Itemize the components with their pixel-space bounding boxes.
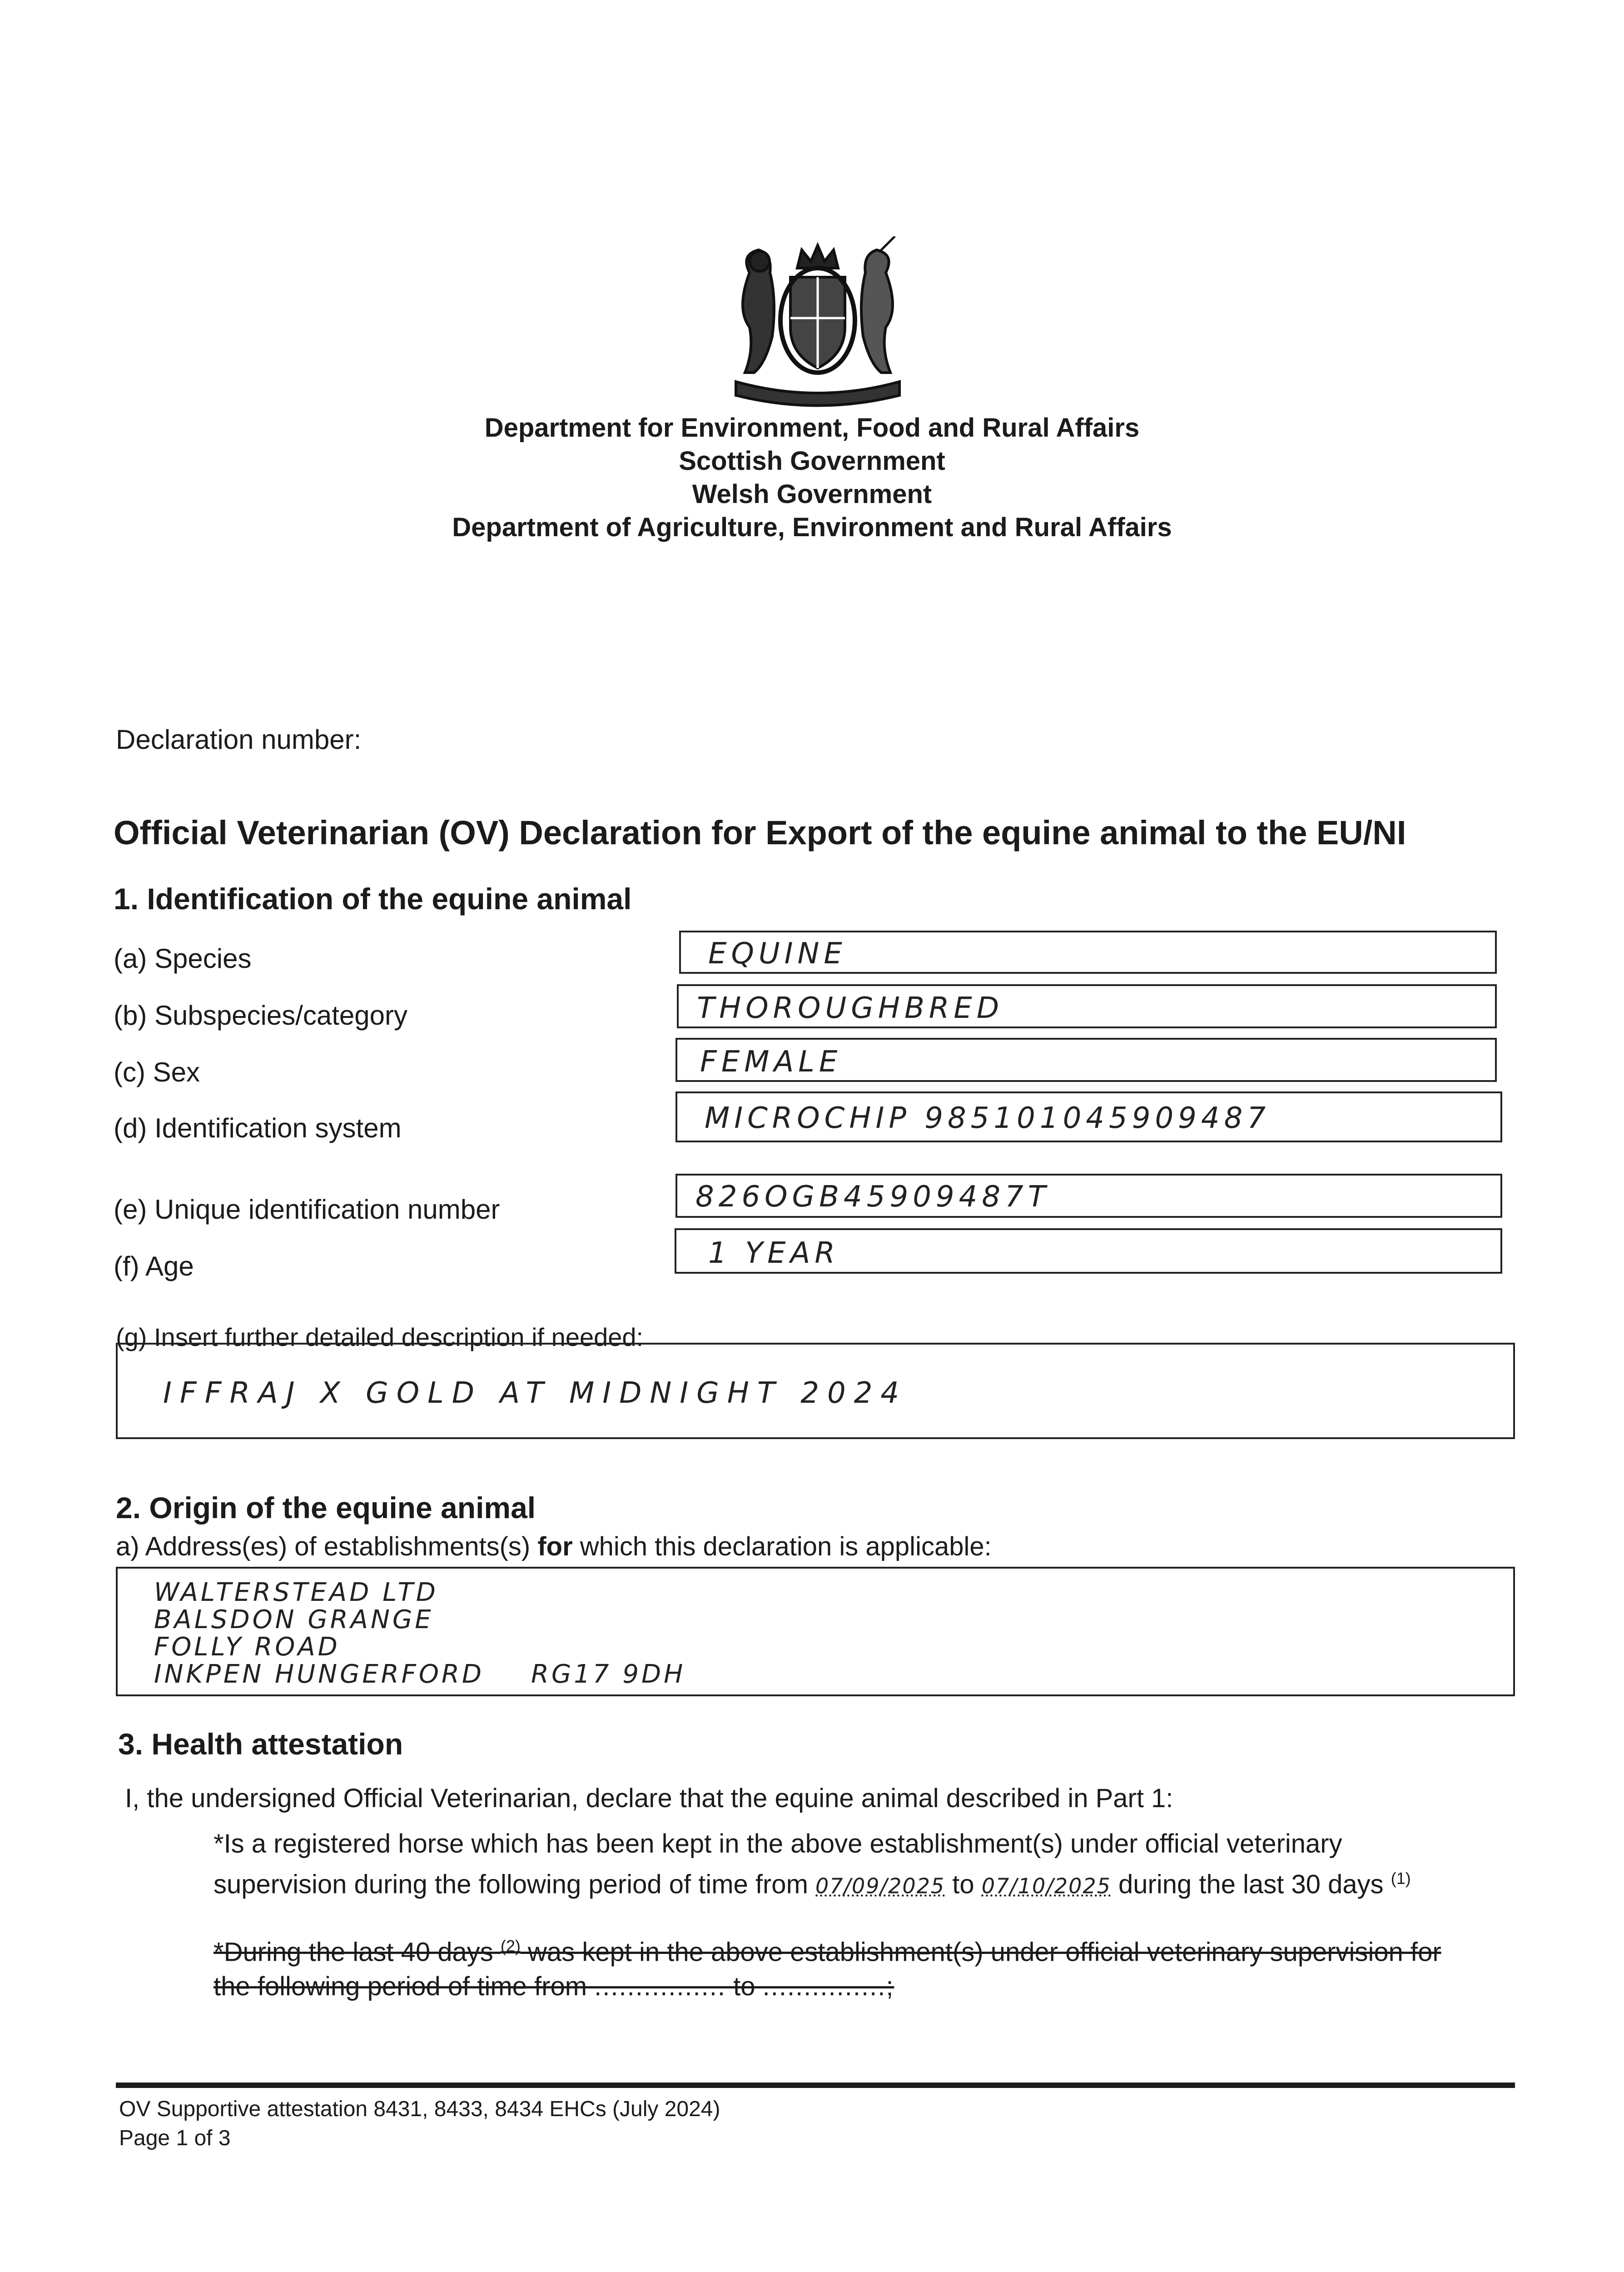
department-line: Scottish Government <box>679 446 945 476</box>
footer <box>119 2095 720 2153</box>
page-current: 1 <box>176 2126 189 2150</box>
subspecies-label: (b) Subspecies/category <box>114 1000 407 1031</box>
attestation-intro: I, the undersigned Official Veterinarian, declare that the equine animal described in Part 1: <box>125 1784 1173 1813</box>
department-line: Welsh Government <box>692 479 932 509</box>
footer-attestation: OV Supportive attestation 8431, 8433, 8434 EHCs (July 2024) <box>119 2097 720 2121</box>
address-label-part: a) Address(es) of establishments(s) <box>116 1532 538 1561</box>
further-description-field[interactable] <box>116 1343 1515 1439</box>
further-description-label: (g) Insert further detailed description if needed: <box>116 1323 644 1351</box>
department-line: Department of Agriculture, Environment and Rural Affairs <box>452 513 1172 542</box>
subspecies-field[interactable] <box>677 984 1497 1028</box>
address-line: FOLLY ROAD <box>154 1632 340 1662</box>
attestation-text: *During the last 40 days <box>214 1937 501 1967</box>
royal-coat-of-arms-logo <box>722 236 913 409</box>
attestation-text: to <box>726 1972 763 2002</box>
footnote-ref: (1) <box>1391 1869 1411 1888</box>
subspecies-value: THOROUGHBRED <box>697 992 1004 1025</box>
attestation-item-1-line: *Is a registered horse which has been kept in the above establishment(s) under official veterinary <box>214 1829 1342 1858</box>
address-line: WALTERSTEAD LTD <box>154 1578 438 1607</box>
address-line: BALSDON GRANGE <box>154 1605 434 1634</box>
footer-rule <box>116 2083 1515 2088</box>
page-total: of 3 <box>188 2126 231 2150</box>
department-line: Department for Environment, Food and Rural Affairs <box>484 413 1140 443</box>
further-description-value: IFFRAJ X GOLD AT MIDNIGHT 2024 <box>163 1376 908 1410</box>
identification-system-field[interactable] <box>675 1091 1502 1142</box>
address-label-part: which this declaration is applicable: <box>572 1532 992 1561</box>
unique-id-value: 826OGB45909487T <box>695 1180 1050 1214</box>
address-field[interactable] <box>116 1567 1515 1696</box>
address-label <box>116 1531 992 1562</box>
attestation-item-1-line <box>214 1861 1411 1903</box>
section-2-heading: 2. Origin of the equine animal <box>116 1491 536 1525</box>
species-value: EQUINE <box>708 937 847 971</box>
department-header <box>0 411 1624 544</box>
attestation-text: the following period of time from <box>214 1972 595 2002</box>
blank-from-date: ................ <box>594 1972 726 2002</box>
attestation-item-1 <box>214 1827 1411 1903</box>
period-from-date[interactable]: 07/09/2025 <box>815 1873 945 1898</box>
address-line: INKPEN HUNGERFORD <box>154 1659 484 1689</box>
attestation-text: supervision during the following period of time from <box>214 1869 815 1899</box>
period-to-date[interactable]: 07/10/2025 <box>981 1873 1111 1898</box>
species-label: (a) Species <box>114 943 252 974</box>
identification-system-value: MICROCHIP 985101045909487 <box>705 1101 1271 1135</box>
unique-id-field[interactable] <box>675 1174 1502 1218</box>
section-1-heading: 1. Identification of the equine animal <box>114 882 632 916</box>
attestation-item-2 <box>214 1929 1441 2004</box>
attestation-text: was kept in the above establishment(s) under official veterinary supervision for <box>520 1937 1441 1967</box>
address-line: RG17 9DH <box>531 1659 686 1689</box>
attestation-item-2-line <box>214 1929 1441 1969</box>
age-label: (f) Age <box>114 1251 194 1281</box>
section-3-heading: 3. Health attestation <box>118 1727 403 1761</box>
sex-field[interactable] <box>675 1038 1497 1082</box>
attestation-text: to <box>945 1869 982 1899</box>
age-field[interactable] <box>675 1228 1502 1274</box>
page-word: Page <box>119 2126 176 2150</box>
page-number <box>119 2124 720 2153</box>
address-label-bold: for <box>537 1532 573 1561</box>
identification-system-label: (d) Identification system <box>114 1113 402 1143</box>
footnote-ref: (2) <box>500 1937 521 1955</box>
attestation-text: during the last 30 days <box>1111 1869 1391 1899</box>
species-field[interactable] <box>679 931 1497 974</box>
unique-id-label: (e) Unique identification number <box>114 1194 500 1225</box>
blank-to-date: ...............; <box>762 1972 894 2002</box>
attestation-item-2-line <box>214 1969 1441 2004</box>
sex-value: FEMALE <box>700 1045 842 1079</box>
declaration-number-label: Declaration number: <box>116 724 362 755</box>
page-title: Official Veterinarian (OV) Declaration for Export of the equine animal to the EU/NI <box>114 814 1406 852</box>
age-value: 1 YEAR <box>708 1236 839 1270</box>
sex-label: (c) Sex <box>114 1057 200 1087</box>
